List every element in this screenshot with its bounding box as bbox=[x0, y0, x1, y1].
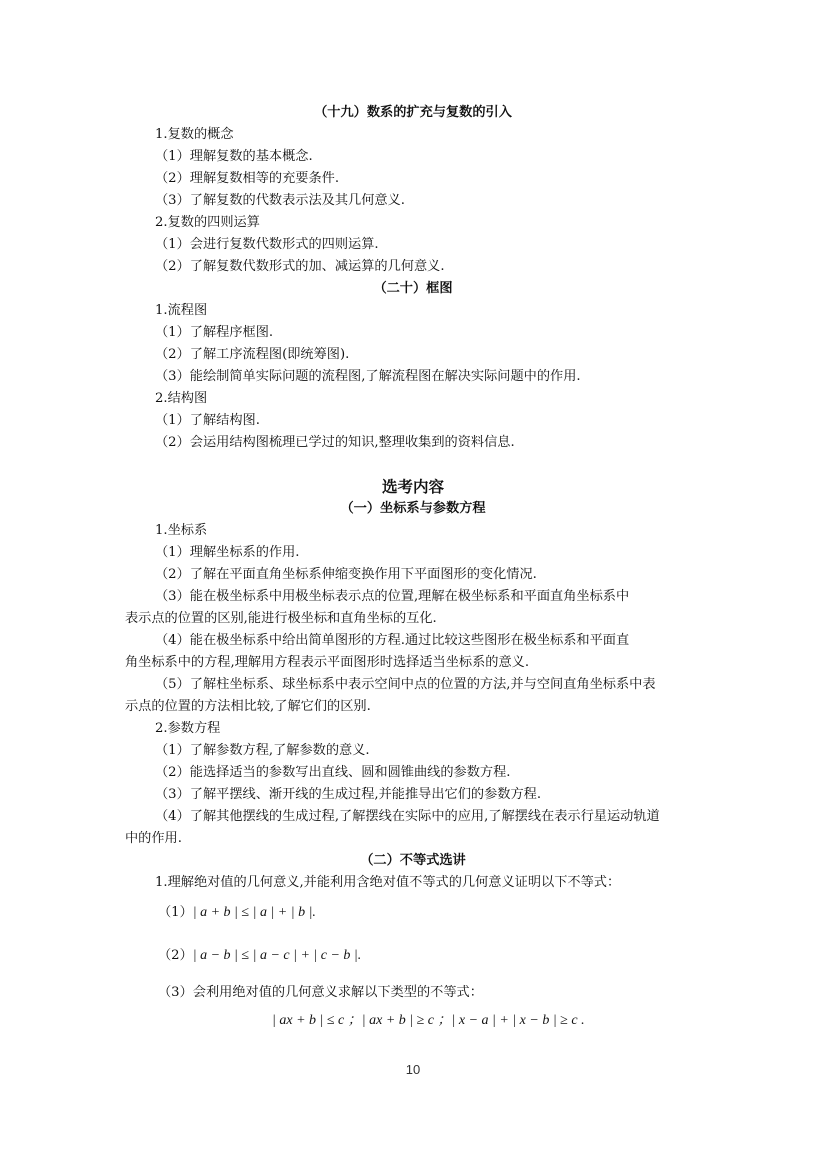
item-label: （1） bbox=[158, 905, 193, 920]
text-line: （1）了解结构图. bbox=[155, 413, 260, 428]
text-line: 1.流程图 bbox=[155, 303, 208, 318]
formula: | a − b | ≤ | a − c | + | c − b |. bbox=[192, 948, 362, 963]
text-line: 1.坐标系 bbox=[155, 523, 208, 538]
inequality-1 bbox=[158, 905, 316, 921]
text-line: （4）了解其他摆线的生成过程,了解摆线在实际中的应用,了解摆线在表示行星运动轨道 bbox=[155, 809, 660, 824]
text-line: 示点的位置的方法相比较,了解它们的区别. bbox=[125, 699, 371, 714]
inequality-types: | ax + b | ≤ c ；| ax + b | ≥ c ；| x − a | + | x − b | ≥ c . bbox=[272, 1013, 585, 1028]
text-line: （5）了解柱坐标系、球坐标系中表示空间中点的位置的方法,并与空间直角坐标系中表 bbox=[155, 677, 656, 692]
text-line: （2）理解复数相等的充要条件. bbox=[155, 171, 340, 186]
text-line: 2.复数的四则运算 bbox=[155, 215, 260, 230]
text-line: （1）了解参数方程,了解参数的意义. bbox=[155, 743, 370, 758]
formula: | a + b | ≤ | a | + | b |. bbox=[192, 905, 316, 920]
text-line: 角坐标系中的方程,理解用方程表示平面图形时选择适当坐标系的意义. bbox=[125, 655, 530, 670]
text-line: （3）能在极坐标系中用极坐标表示点的位置,理解在极坐标系和平面直角坐标系中 bbox=[155, 589, 630, 604]
text-line: （1）理解复数的基本概念. bbox=[155, 149, 313, 164]
item-label: （2） bbox=[158, 948, 193, 963]
text-line: 中的作用. bbox=[125, 831, 182, 846]
text-line: （2）会运用结构图梳理已学过的知识,整理收集到的资料信息. bbox=[155, 435, 515, 450]
text-line: 1.理解绝对值的几何意义,并能利用含绝对值不等式的几何意义证明以下不等式： bbox=[155, 875, 621, 890]
text-line: （2）了解复数代数形式的加、减运算的几何意义. bbox=[155, 259, 445, 274]
text-line: （3）能绘制简单实际问题的流程图,了解流程图在解决实际问题中的作用. bbox=[155, 369, 581, 384]
text-line: （3）会利用绝对值的几何意义求解以下类型的不等式： bbox=[158, 985, 483, 1000]
text-line: 2.参数方程 bbox=[155, 721, 221, 736]
text-line: 1.复数的概念 bbox=[155, 127, 234, 142]
text-line: （3）了解复数的代数表示法及其几何意义. bbox=[155, 193, 405, 208]
text-line: （1）会进行复数代数形式的四则运算. bbox=[155, 237, 379, 252]
elective-title: 选考内容 bbox=[381, 478, 444, 496]
text-line: （3）了解平摆线、渐开线的生成过程,并能推导出它们的参数方程. bbox=[155, 787, 542, 802]
section-20-title: （二十）框图 bbox=[373, 281, 453, 296]
page-number: 10 bbox=[405, 1062, 421, 1077]
text-line: 2.结构图 bbox=[155, 391, 208, 406]
part-1-title: （一）坐标系与参数方程 bbox=[340, 501, 486, 516]
inequality-2 bbox=[158, 948, 361, 964]
text-line: （1）理解坐标系的作用. bbox=[155, 545, 300, 560]
text-line: （2）了解工序流程图(即统筹图). bbox=[155, 347, 350, 362]
section-19-title: （十九）数系的扩充与复数的引入 bbox=[314, 105, 512, 120]
text-line: 表示点的位置的区别,能进行极坐标和直角坐标的互化. bbox=[125, 611, 437, 626]
text-line: （2）了解在平面直角坐标系伸缩变换作用下平面图形的变化情况. bbox=[155, 567, 537, 582]
text-line: （2）能选择适当的参数写出直线、圆和圆锥曲线的参数方程. bbox=[155, 765, 511, 780]
part-2-title: （二）不等式选讲 bbox=[360, 853, 466, 868]
text-line: （4）能在极坐标系中给出简单图形的方程.通过比较这些图形在极坐标系和平面直 bbox=[155, 633, 630, 648]
text-line: （1）了解程序框图. bbox=[155, 325, 274, 340]
